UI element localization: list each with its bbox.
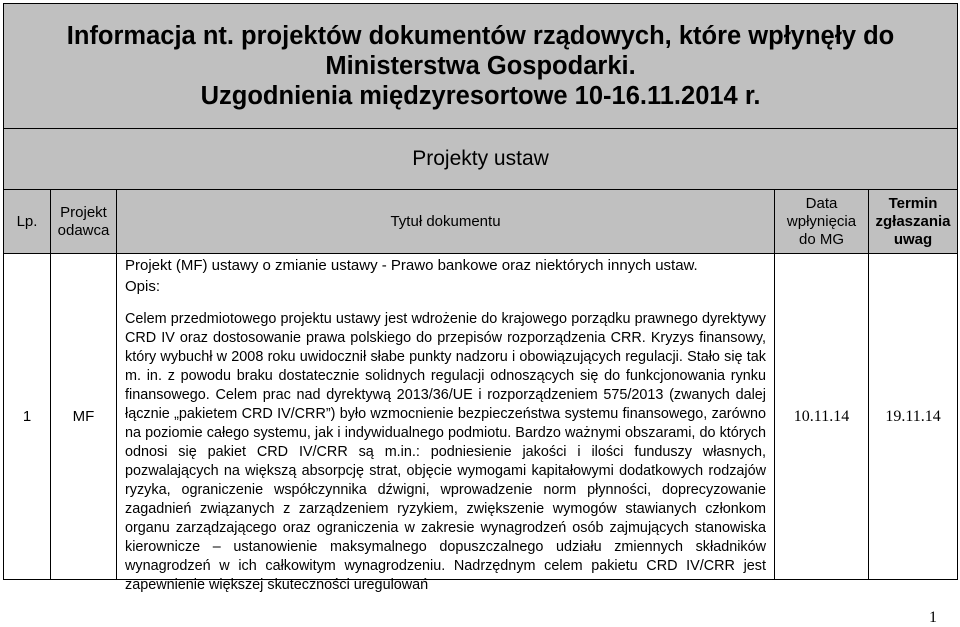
date-header-line-1: Data bbox=[805, 194, 838, 212]
row-lp: 1 bbox=[4, 254, 51, 580]
title-row bbox=[4, 4, 958, 129]
row-deadline: 19.11.14 bbox=[869, 254, 958, 580]
deadline-header-line-3: uwag bbox=[893, 230, 933, 248]
date-header-line-3: do MG bbox=[798, 230, 844, 248]
page-number: 1 bbox=[929, 609, 937, 626]
row-author: MF bbox=[51, 254, 117, 580]
deadline-header-line-2: zgłaszania bbox=[875, 212, 951, 230]
section-row bbox=[4, 129, 958, 190]
date-header-line-2: wpłynięcia bbox=[786, 212, 857, 230]
column-header-lp: Lp. bbox=[4, 190, 51, 254]
deadline-header-line-1: Termin bbox=[888, 194, 938, 212]
author-header-line-2: odawca bbox=[57, 221, 110, 239]
author-header-line-1: Projekt bbox=[60, 203, 107, 221]
document-title: Projekt (MF) ustawy o zmianie ustawy - Prawo bankowe oraz niektórych innych ustaw. bbox=[125, 257, 698, 274]
title-line-2: Ministerstwa Gospodarki. bbox=[325, 52, 636, 80]
table-row bbox=[4, 254, 958, 580]
row-date-received: 10.11.14 bbox=[775, 254, 869, 580]
projects-table bbox=[3, 3, 958, 593]
document-page bbox=[3, 3, 957, 593]
section-title: Projekty ustaw bbox=[4, 129, 958, 190]
opis-label: Opis: bbox=[125, 278, 161, 295]
document-description: Celem przedmiotowego projektu ustawy jest wdrożenie do krajowego porządku prawnego dyrektywy CRD IV oraz dostosowanie prawa polskiego do przepisów rozporządzenia CRR. Kryzys finansowy, który wybuchł w 2008 roku uwidocznił słabe punkty nadzoru i obowiązujących regulacji. Stało się tak m. in. z powodu braku dostatecznie solidnych regulacji odnoszących się do funkcjonowania rynku finansowego. Celem prac nad dyrektywą 2013/36/UE i rozporządzeniem 575/2013 (zwanych dalej łącznie „pakietem CRD IV/CRR”) było wzmocnienie bezpieczeństwa systemu finansowego, zarówno na poziomie całego systemu, jak i indywidualnego podmiotu. Bardzo ważnymi obszarami, do których odnosi się pakiet CRD IV/CRR są m.in.: podniesienie jakości i ilości funduszy własnych, pozwalających na większą absorpcję strat, objęcie wymogami kapitałowymi dodatkowych rodzajów ryzyka, ograniczenie współczynnika dźwigni, wprowadzenie norm płynności, doprecyzowanie zagadnień związanych z zarządzeniem ryzykiem, zwiększenie wymogów stawianych członkom organu zarządzającego oraz ograniczenia w zakresie wynagrodzeń osób zajmujących stanowiska kierownicze – ustanowienie maksymalnego dopuszczalnego udziału zmiennych składników wynagrodzeń w ich całkowitym wynagrodzeniu. Nadrzędnym celem pakietu CRD IV/CRR jest zapewnienie większej skuteczności uregulowań bbox=[125, 311, 766, 593]
row-content bbox=[117, 254, 775, 593]
column-header-author bbox=[51, 190, 117, 254]
column-header-deadline bbox=[869, 190, 958, 254]
header-row bbox=[4, 190, 958, 254]
title-line-1: Informacja nt. projektów dokumentów rządowych, które wpłynęły do bbox=[66, 22, 895, 50]
column-header-date bbox=[775, 190, 869, 254]
page-title bbox=[4, 4, 958, 129]
column-header-title: Tytuł dokumentu bbox=[117, 190, 775, 254]
title-line-3: Uzgodnienia międzyresortowe 10-16.11.2014 r. bbox=[200, 82, 761, 110]
